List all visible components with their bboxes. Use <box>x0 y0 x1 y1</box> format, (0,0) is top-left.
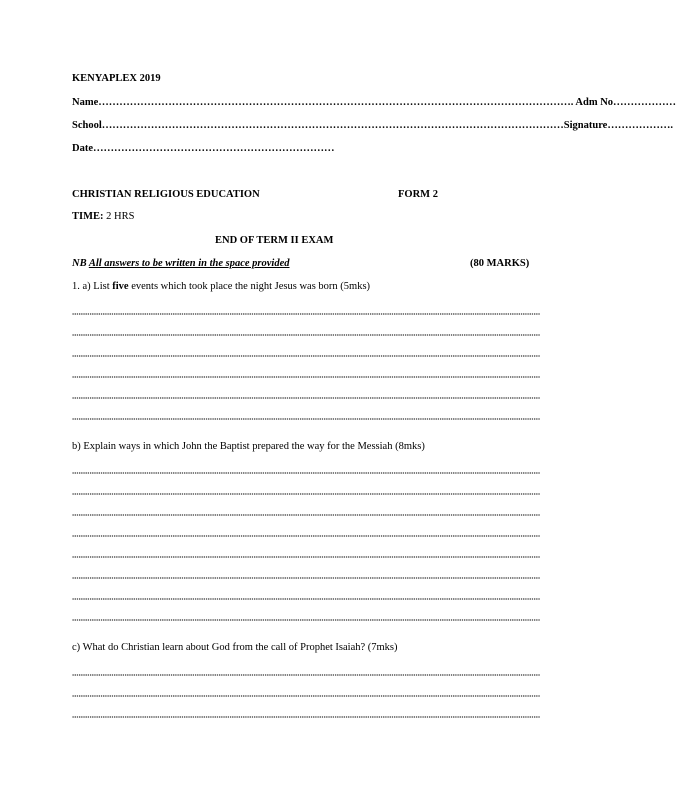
answer-line[interactable] <box>72 493 540 495</box>
nb-text: All answers to be written in the space provided <box>88 258 290 269</box>
question-1b: b) Explain ways in which John the Baptist prepared the way for the Messiah (8mks) <box>72 441 425 452</box>
answer-line[interactable] <box>72 716 540 718</box>
answer-line[interactable] <box>72 598 540 600</box>
answer-line[interactable] <box>72 355 540 357</box>
question-1c: c) What do Christian learn about God from the call of Prophet Isaiah? (7mks) <box>72 642 398 653</box>
name-adm-field-line[interactable]: Name………………………………………………………………………………………………………………………. Adm No……………… <box>72 97 676 108</box>
answer-line[interactable] <box>72 695 540 697</box>
answer-line[interactable] <box>72 619 540 621</box>
answer-line[interactable] <box>72 376 540 378</box>
question-1a-emphasis: five <box>112 281 129 292</box>
time-value: 2 HRS <box>103 211 135 222</box>
answer-line[interactable] <box>72 313 540 315</box>
exam-title: END OF TERM II EXAM <box>215 235 334 246</box>
question-1a <box>72 280 370 293</box>
answer-line[interactable] <box>72 577 540 579</box>
answer-line[interactable] <box>72 334 540 336</box>
answer-line[interactable] <box>72 397 540 399</box>
question-1a-rest: events which took place the night Jesus was born (5mks) <box>128 281 371 292</box>
nb-instruction <box>72 257 290 270</box>
answer-line[interactable] <box>72 418 540 420</box>
answer-line[interactable] <box>72 674 540 676</box>
form-label: FORM 2 <box>398 189 438 200</box>
answer-line[interactable] <box>72 514 540 516</box>
answer-line[interactable] <box>72 472 540 474</box>
answer-line[interactable] <box>72 556 540 558</box>
date-field-line[interactable]: Date…………………………………………………………… <box>72 143 335 154</box>
total-marks: (80 MARKS) <box>470 258 530 269</box>
time-label: TIME: <box>72 211 104 222</box>
question-1a-prefix: 1. a) List <box>72 281 113 292</box>
school-signature-field-line[interactable]: School……………………………………………………………………………………………………………………Signature………………. <box>72 120 673 131</box>
exam-series-title: KENYAPLEX 2019 <box>72 73 161 84</box>
time-allowed <box>72 210 134 223</box>
nb-label: NB <box>72 258 89 269</box>
subject-title: CHRISTIAN RELIGIOUS EDUCATION <box>72 189 260 200</box>
answer-line[interactable] <box>72 535 540 537</box>
